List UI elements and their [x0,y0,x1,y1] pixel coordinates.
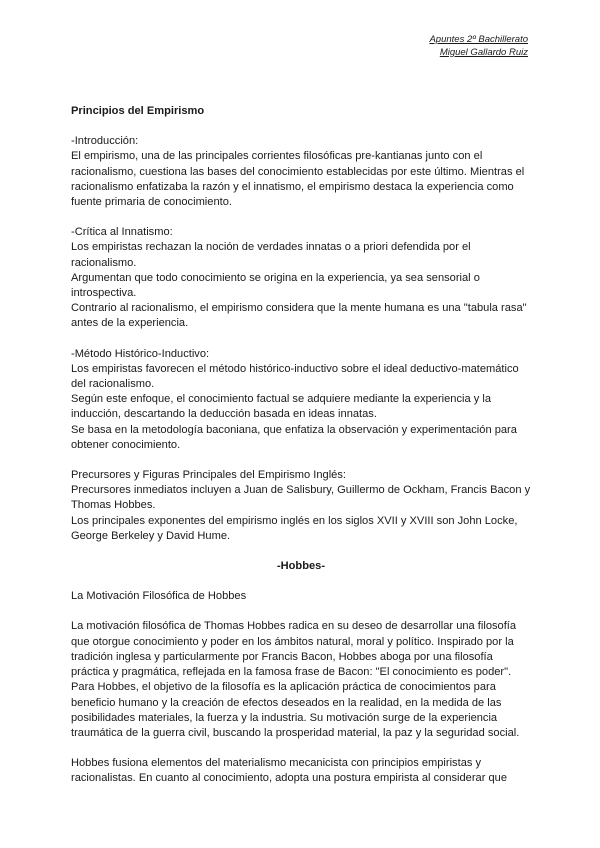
intro-heading: -Introducción: [71,135,139,148]
motivacion-paragraph: La motivación filosófica de Thomas Hobbes radica en su deseo de desarrollar una filosofía que otorgue conocimiento y poder en los ámbitos natural, moral y político. Inspirado por la tradición inglesa y particularmente por Francis Bacon, Hobbes aboga por una filosofía práctica y pragmática, reflejada en la famosa frase de Bacon: "El conocimiento es poder". Para Hobbes, el objetivo de la filosofía es la aplicación práctica de conocimientos para beneficio humano y la creación de efectos deseados en la realidad, en la medida de las posibilidades materiales, la fuerza y la industria. Su motivación surge de la experiencia traumática de la guerra civil, buscando la prosperidad material, la paz y la seguridad social. [71,620,520,739]
metodo-paragraph-2: Según este enfoque, el conocimiento factual se adquiere mediante la experiencia y la inducción, descartando la deducción basada en ideas innatas. [71,393,491,421]
metodo-paragraph-3: Se basa en la metodología baconiana, que enfatiza la observación y experimentación para obtener conocimiento. [71,423,517,451]
document-body [71,104,531,787]
fusion-paragraph: Hobbes fusiona elementos del materialismo mecanicista con principios empiristas y racionalistas. En cuanto al conocimiento, adopta una postura empirista al considerar que [71,757,507,785]
page-header [429,34,528,59]
document-title: Principios del Empirismo [71,105,205,117]
motivacion-heading: La Motivación Filosófica de Hobbes [71,590,247,603]
critica-heading: -Crítica al Innatismo: [71,226,173,239]
critica-paragraph-2: Argumentan que todo conocimiento se origina en la experiencia, ya sea sensorial o introspectiva. [71,271,480,300]
header-course: Apuntes 2º Bachillerato [429,34,528,45]
precursores-paragraph-1: Precursores inmediatos incluyen a Juan de Salisbury, Guillermo de Ockham, Francis Bacon y Thomas Hobbes. [71,484,531,512]
metodo-paragraph-1: Los empiristas favorecen el método histórico-inductivo sobre el ideal deductivo-matemático del racionalismo. [71,362,519,391]
precursores-paragraph-2: Los principales exponentes del empirismo inglés en los siglos XVII y XVIII son John Locke, George Berkeley y David Hume. [71,514,518,542]
metodo-heading: -Método Histórico-Inductivo: [71,347,210,360]
critica-paragraph-3: Contrario al racionalismo, el empirismo considera que la mente humana es una "tabula rasa" antes de la experiencia. [71,302,527,330]
critica-paragraph-1: Los empiristas rechazan la noción de verdades innatas o a priori defendida por el racionalismo. [71,241,471,269]
hobbes-section-title: -Hobbes- [276,560,326,573]
precursores-heading: Precursores y Figuras Principales del Empirismo Inglés: [71,469,346,482]
header-author: Miguel Gallardo Ruiz [439,46,528,58]
intro-paragraph: El empirismo, una de las principales corrientes filosóficas pre-kantianas junto con el racionalismo, cuestiona las bases del conocimiento establecidas por este último. Mientras el racionalismo enfatizaba la razón y el innatismo, el empirismo destaca la experiencia como fuente primaria de conocimiento. [71,150,525,209]
